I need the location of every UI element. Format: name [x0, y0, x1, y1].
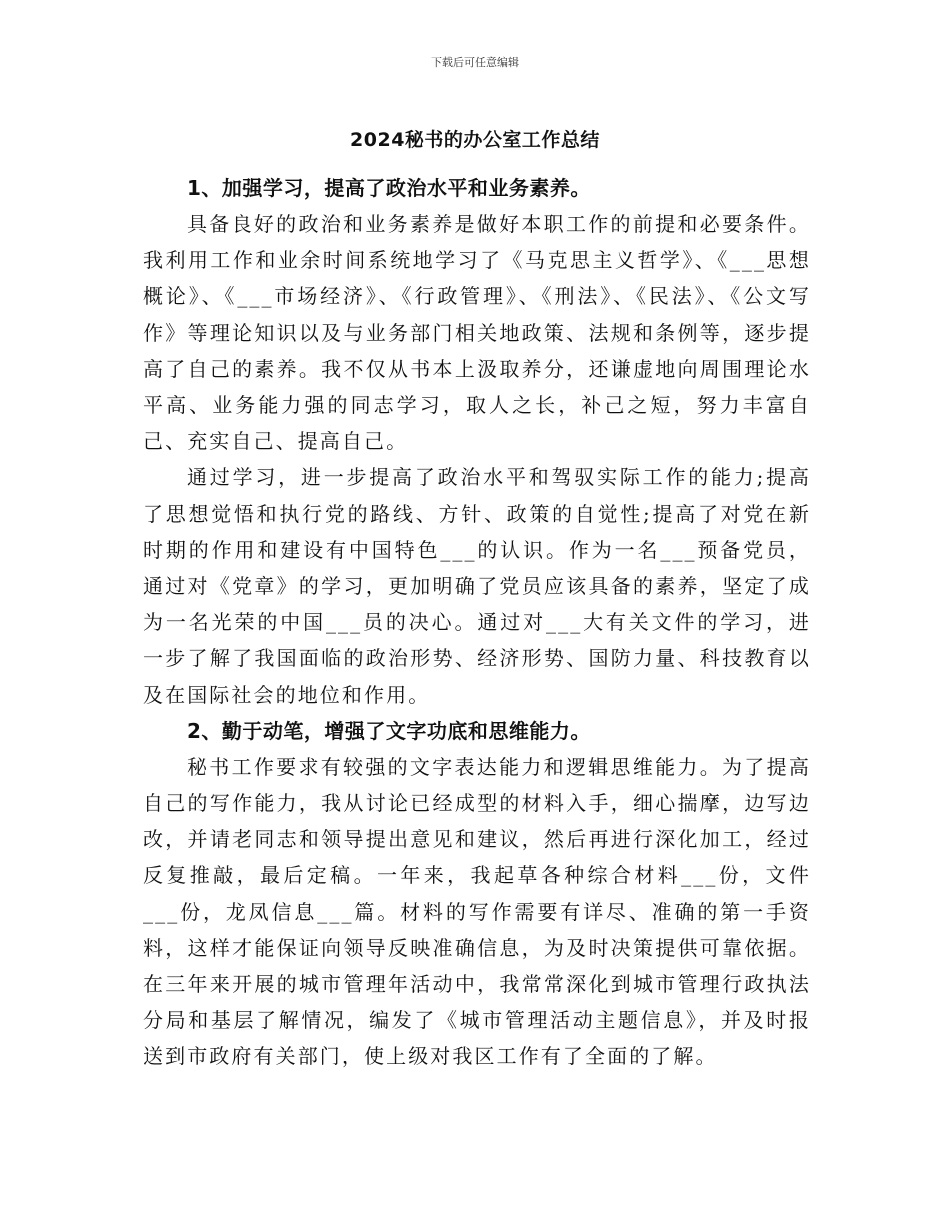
header-note: 下载后可任意编辑	[431, 56, 519, 69]
section-2-paragraph-1: 秘书工作要求有较强的文字表达能力和逻辑思维能力。为了提高自己的写作能力，我从讨论已经成型的材料入手，细心揣摩，边写边改，并请老同志和领导提出意见和建议，然后再进行深化加工，经过反复推敲，最后定稿。一年来，我起草各种综合材料___份，文件___份，龙凤信息___篇。材料的写作需要有详尽、准确的第一手资料，这样才能保证向领导反映准确信息，为及时决策提供可靠依据。在三年来开展的城市管理年活动中，我常常深化到城市管理行政执法分局和基层了解情况，编发了《城市管理活动主题信息》，并及时报送到市政府有关部门，使上级对我区工作有了全面的了解。	[143, 754, 811, 1069]
section-heading-2: 2、勤于动笔，增强了文字功底和思维能力。	[187, 718, 591, 743]
document-title: 2024秘书的办公室工作总结	[350, 129, 600, 151]
document-body	[143, 170, 811, 1075]
section-1-paragraph-1: 具备良好的政治和业务素养是做好本职工作的前提和必要条件。我利用工作和业余时间系统地学习了《马克思主义哲学》、《___思想概论》、《___市场经济》、《行政管理》、《刑法》、《民法》、《公文写作》等理论知识以及与业务部门相关地政策、法规和条例等，逐步提高了自己的素养。我不仅从书本上汲取养分，还谦虚地向周围理论水平高、业务能力强的同志学习，取人之长，补己之短，努力丰富自己、充实自己、提高自己。	[143, 212, 811, 454]
section-1-paragraph-2: 通过学习，进一步提高了政治水平和驾驭实际工作的能力;提高了思想觉悟和执行党的路线、方针、政策的自觉性;提高了对党在新时期的作用和建设有中国特色___的认识。作为一名___预备党员，通过对《党章》的学习，更加明确了党员应该具备的素养，坚定了成为一名光荣的中国___员的决心。通过对___大有关文件的学习，进一步了解了我国面临的政治形势、经济形势、国防力量、科技教育以及在国际社会的地位和作用。	[143, 465, 811, 707]
section-heading-1: 1、加强学习，提高了政治水平和业务素养。	[187, 176, 591, 200]
